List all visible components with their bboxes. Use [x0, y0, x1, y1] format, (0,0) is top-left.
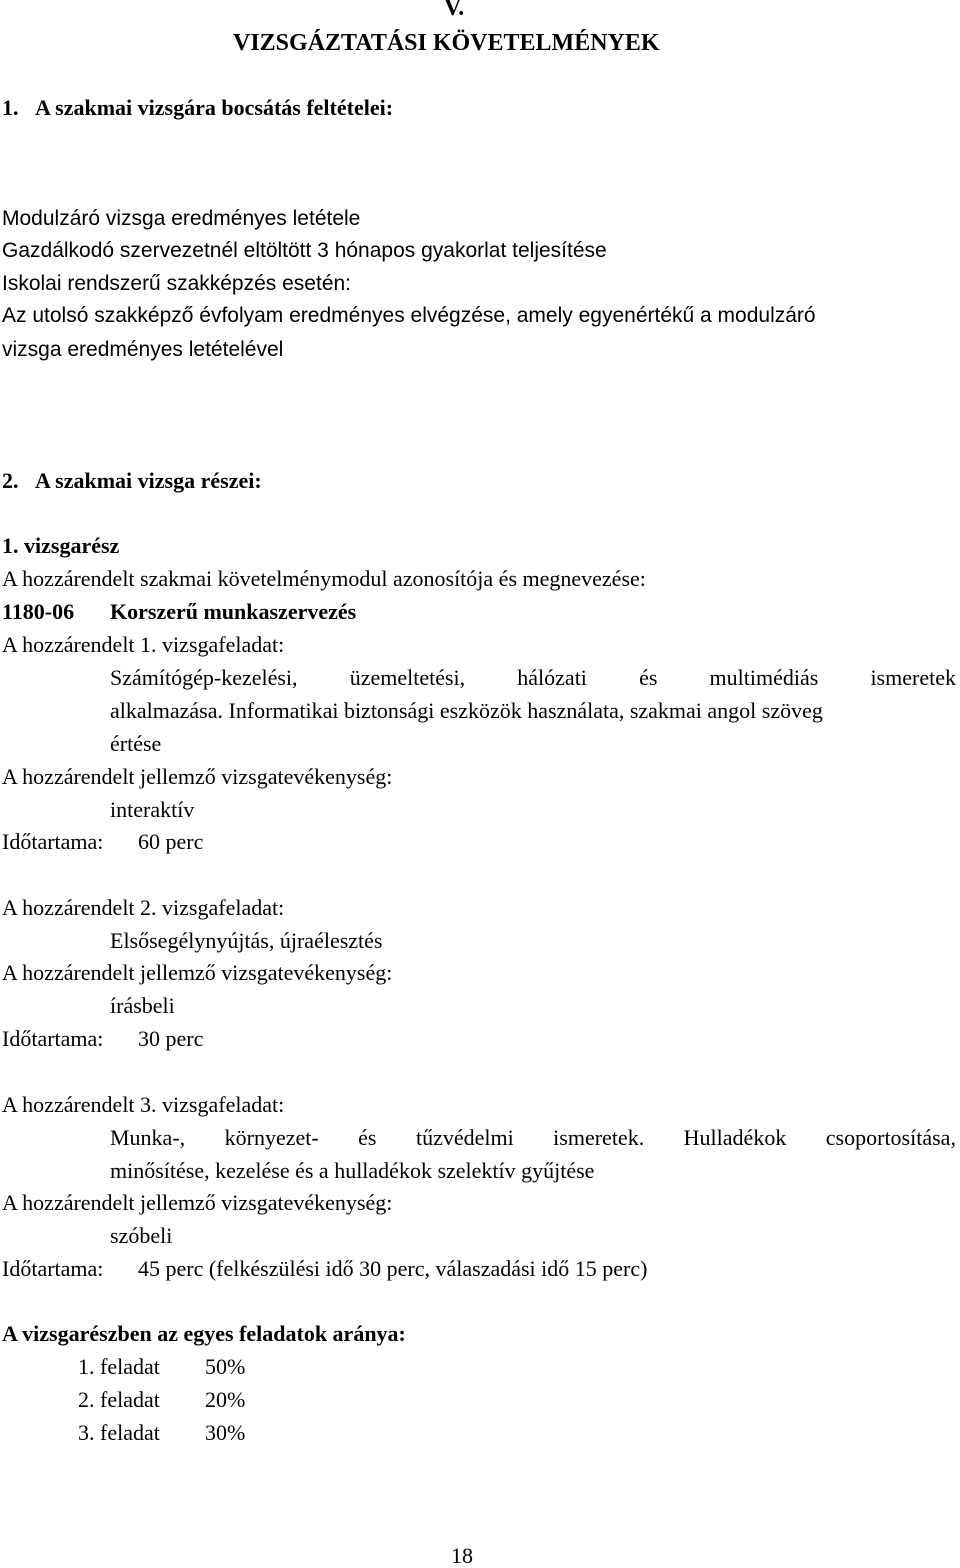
page-heading: VIZSGÁZTATÁSI KÖVETELMÉNYEK: [233, 30, 660, 56]
section-1-title: 1. A szakmai vizsgára bocsátás feltételei:: [2, 95, 394, 120]
duration-value: 45 perc (felkészülési idő 30 perc, válaszadási idő 15 perc): [138, 1256, 648, 1281]
page-number: 18: [451, 1543, 473, 1568]
task-2-activity: írásbeli: [110, 993, 175, 1018]
task-3-activity: szóbeli: [110, 1223, 173, 1248]
ratio-row: [78, 1389, 245, 1411]
task-2-label: A hozzárendelt 2. vizsgafeladat:: [2, 895, 285, 920]
task-3-word: Hulladékok: [683, 1125, 787, 1150]
task-3-word: környezet-: [224, 1125, 319, 1150]
condition-line-2: Gazdálkodó szervezetnél eltöltött 3 hónapos gyakorlat teljesítése: [2, 239, 607, 262]
task-3-word: csoportosítása,: [825, 1125, 956, 1150]
task-3-label: A hozzárendelt 3. vizsgafeladat:: [2, 1092, 285, 1117]
module-name: Korszerű munkaszervezés: [110, 599, 357, 624]
task-1-label: A hozzárendelt 1. vizsgafeladat:: [2, 632, 285, 657]
task-3-word: Munka-,: [110, 1125, 186, 1150]
task-1-word: multimédiás: [709, 665, 819, 690]
task-1-word: és: [639, 665, 658, 690]
task-1-description-line-3: értése: [110, 731, 162, 756]
duration-label: Időtartama:: [2, 1026, 104, 1051]
task-2-duration: [2, 1028, 203, 1050]
condition-line-5: vizsga eredményes letételével: [2, 338, 284, 361]
task-3-duration: [2, 1258, 647, 1280]
duration-value: 60 perc: [138, 829, 204, 854]
task-1-activity: interaktív: [110, 797, 195, 822]
ratio-share: 30%: [205, 1420, 246, 1445]
chapter-number: V.: [444, 0, 465, 21]
duration-value: 30 perc: [138, 1026, 204, 1051]
task-1-word: ismeretek: [870, 665, 956, 690]
ratio-row: [78, 1356, 245, 1378]
exam-part-title: 1. vizsgarész: [2, 533, 120, 558]
task-3-activity-label: A hozzárendelt jellemző vizsgatevékenység:: [2, 1190, 393, 1215]
duration-label: Időtartama:: [2, 1256, 104, 1281]
ratio-share: 50%: [205, 1354, 246, 1379]
task-1-word: üzemeltetési,: [349, 665, 466, 690]
ratio-task: 1. feladat: [78, 1354, 160, 1379]
module-id: [2, 601, 356, 623]
task-2-activity-label: A hozzárendelt jellemző vizsgatevékenység:: [2, 960, 393, 985]
task-1-description-line-2: alkalmazása. Informatikai biztonsági eszközök használata, szakmai angol szöveg: [110, 698, 823, 723]
task-3-description-line-2: minősítése, kezelése és a hulladékok szelektív gyűjtése: [110, 1158, 595, 1183]
ratio-row: [78, 1422, 245, 1444]
task-3-description-line-1: [110, 1127, 956, 1149]
task-1-duration: [2, 831, 203, 853]
task-1-word: Számítógép-kezelési,: [110, 665, 298, 690]
task-3-word: ismeretek.: [553, 1125, 645, 1150]
task-2-description: Elsősegélynyújtás, újraélesztés: [110, 928, 383, 953]
ratio-title: A vizsgarészben az egyes feladatok aránya:: [2, 1321, 406, 1346]
condition-line-4: Az utolsó szakképző évfolyam eredményes elvégzése, amely egyenértékű a modulzáró: [2, 304, 816, 327]
ratio-task: 2. feladat: [78, 1387, 160, 1412]
ratio-share: 20%: [205, 1387, 246, 1412]
task-3-word: és: [358, 1125, 377, 1150]
condition-line-3: Iskolai rendszerű szakképzés esetén:: [2, 272, 352, 295]
module-code: 1180-06: [2, 599, 75, 624]
task-1-word: hálózati: [517, 665, 587, 690]
task-3-word: tűzvédelmi: [415, 1125, 514, 1150]
duration-label: Időtartama:: [2, 829, 104, 854]
section-2-title: 2. A szakmai vizsga részei:: [2, 468, 262, 493]
task-1-activity-label: A hozzárendelt jellemző vizsgatevékenység:: [2, 764, 393, 789]
condition-line-1: Modulzáró vizsga eredményes letétele: [2, 207, 361, 230]
module-intro: A hozzárendelt szakmai követelménymodul azonosítója és megnevezése:: [2, 566, 646, 591]
ratio-task: 3. feladat: [78, 1420, 160, 1445]
task-1-description-line-1: [110, 667, 956, 689]
